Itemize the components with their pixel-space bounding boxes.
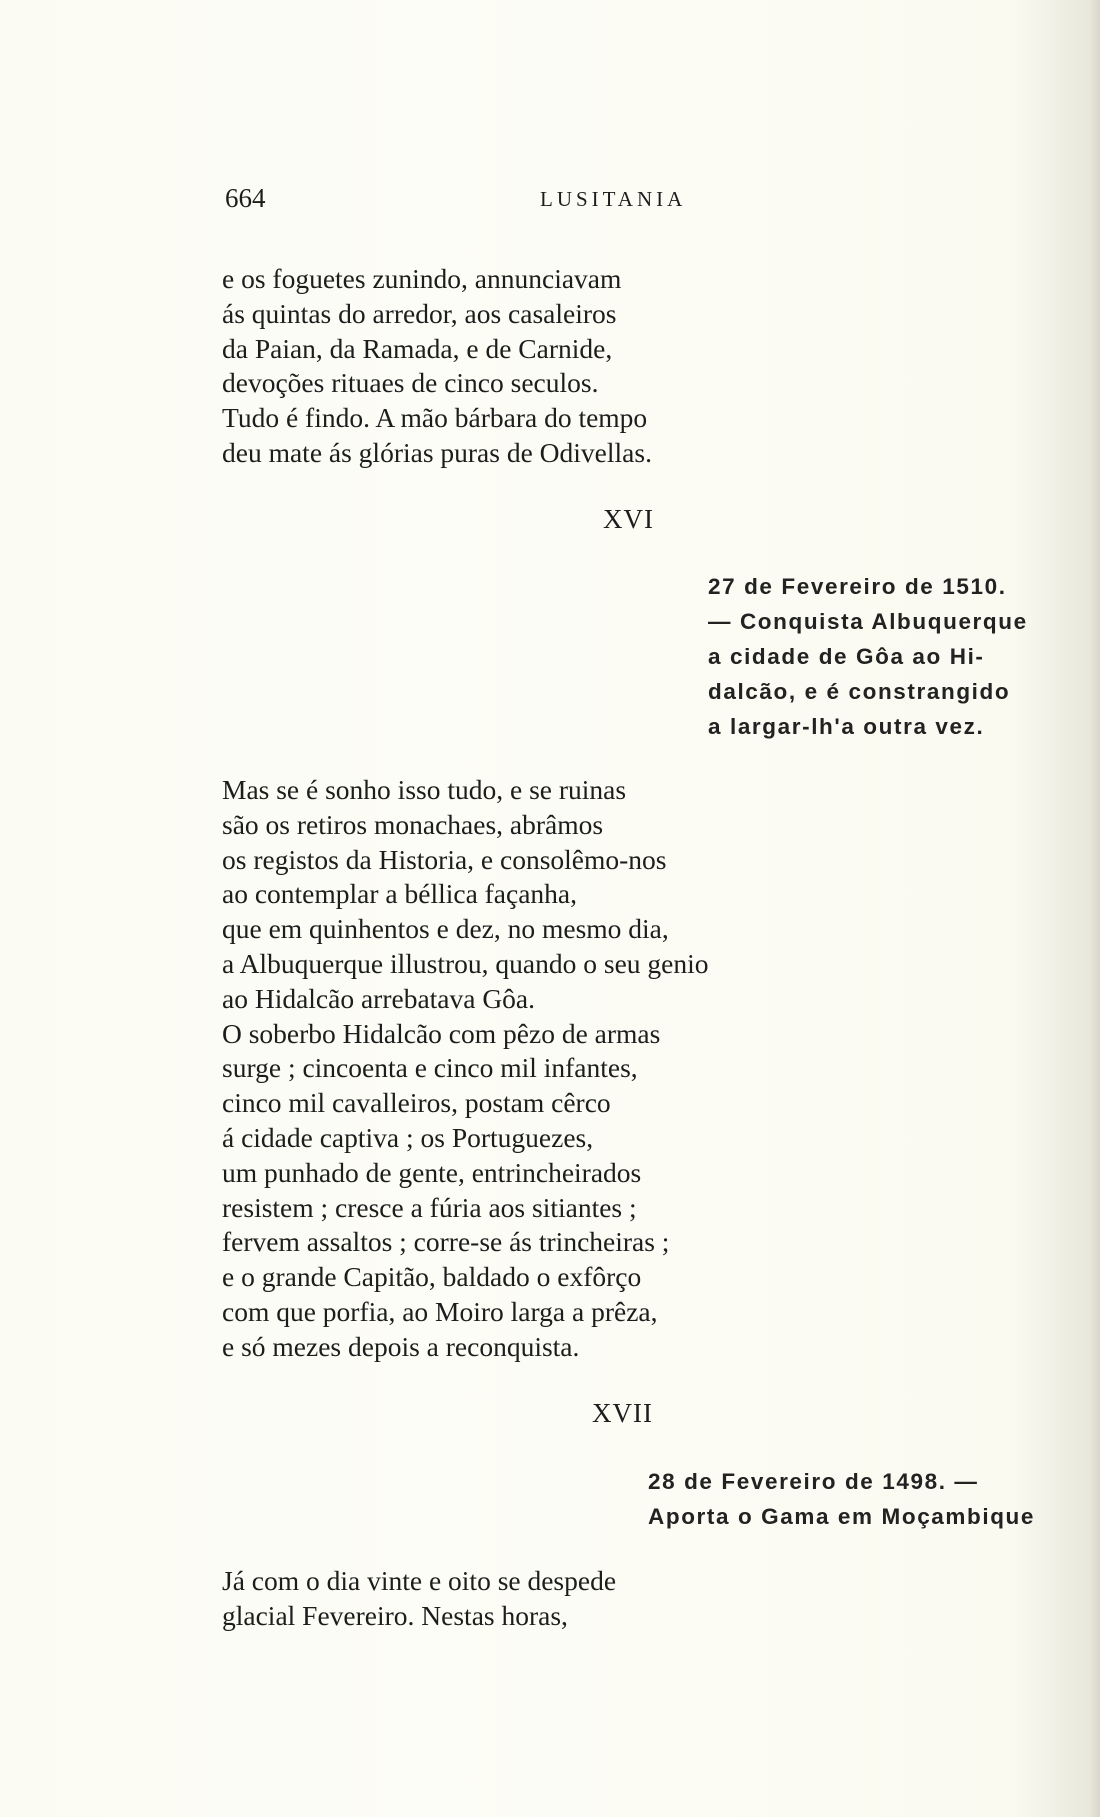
verse-line: são os retiros monachaes, abrâmos — [222, 808, 604, 840]
page-number: 664 — [225, 183, 266, 213]
running-title: LUSITANIA — [540, 187, 687, 211]
verse-stanza-xvi — [222, 773, 709, 1365]
verse-line: e o grande Capitão, baldado o exfôrço — [222, 1261, 642, 1293]
verse-line: resistem ; cresce a fúria aos sitiantes ; — [222, 1191, 637, 1223]
verse-line: ao contemplar a béllica façanha, — [222, 878, 578, 910]
note-line: a cidade de Gôa ao Hi- — [708, 644, 985, 669]
verse-line: deu mate ás glórias puras de Odivellas. — [222, 436, 652, 468]
section-numeral-xvi: XVI — [603, 504, 654, 534]
verse-line: devoções rituaes de cinco seculos. — [222, 367, 599, 399]
verse-line: Tudo é findo. A mão bárbara do tempo — [222, 402, 648, 434]
verse-stanza-xvii — [222, 1564, 616, 1634]
note-line: 27 de Fevereiro de 1510. — [708, 574, 1007, 599]
verse-line: os registos da Historia, e consolêmo-nos — [222, 843, 667, 875]
verse-line: e os foguetes zunindo, annunciavam — [222, 263, 622, 294]
note-line: 28 de Fevereiro de 1498. — — [648, 1469, 979, 1494]
note-line: Aporta o Gama em Moçambique — [648, 1504, 1036, 1529]
verse-line: O soberbo Hidalcão com pêzo de armas — [222, 1017, 661, 1049]
verse-line: e só mezes depois a reconquista. — [222, 1330, 580, 1362]
verse-line: Mas se é sonho isso tudo, e se ruinas — [222, 774, 627, 805]
margin-note-xvi — [708, 569, 1028, 744]
verse-line: um punhado de gente, entrincheirados — [222, 1156, 642, 1188]
section-numeral-xvii: XVII — [592, 1398, 653, 1428]
note-line: dalcão, e é constrangido — [708, 679, 1011, 704]
verse-line: Já com o dia vinte e oito se despede — [222, 1565, 617, 1596]
note-line: — Conquista Albuquerque — [708, 609, 1028, 634]
verse-line: surge ; cincoenta e cinco mil infantes, — [222, 1052, 638, 1084]
verse-line: fervem assaltos ; corre-se ás trincheiras ; — [222, 1226, 670, 1258]
verse-line: ao Hidalcão arrebatava Gôa. — [222, 982, 536, 1014]
verse-line: a Albuquerque illustrou, quando o seu genio — [222, 947, 709, 979]
verse-line: que em quinhentos e dez, no mesmo dia, — [222, 913, 669, 945]
verse-stanza-opening — [222, 262, 652, 471]
verse-line: ás quintas do arredor, aos casaleiros — [222, 297, 617, 329]
verse-line: da Paian, da Ramada, e de Carnide, — [222, 332, 613, 364]
verse-line: com que porfia, ao Moiro larga a prêza, — [222, 1295, 658, 1327]
note-line: a largar-lh'a outra vez. — [708, 714, 985, 739]
verse-line: glacial Fevereiro. Nestas horas, — [222, 1599, 568, 1631]
margin-note-xvii — [648, 1464, 1035, 1534]
verse-line: á cidade captiva ; os Portuguezes, — [222, 1121, 594, 1153]
page-header — [225, 183, 725, 219]
verse-line: cinco mil cavalleiros, postam cêrco — [222, 1087, 611, 1119]
